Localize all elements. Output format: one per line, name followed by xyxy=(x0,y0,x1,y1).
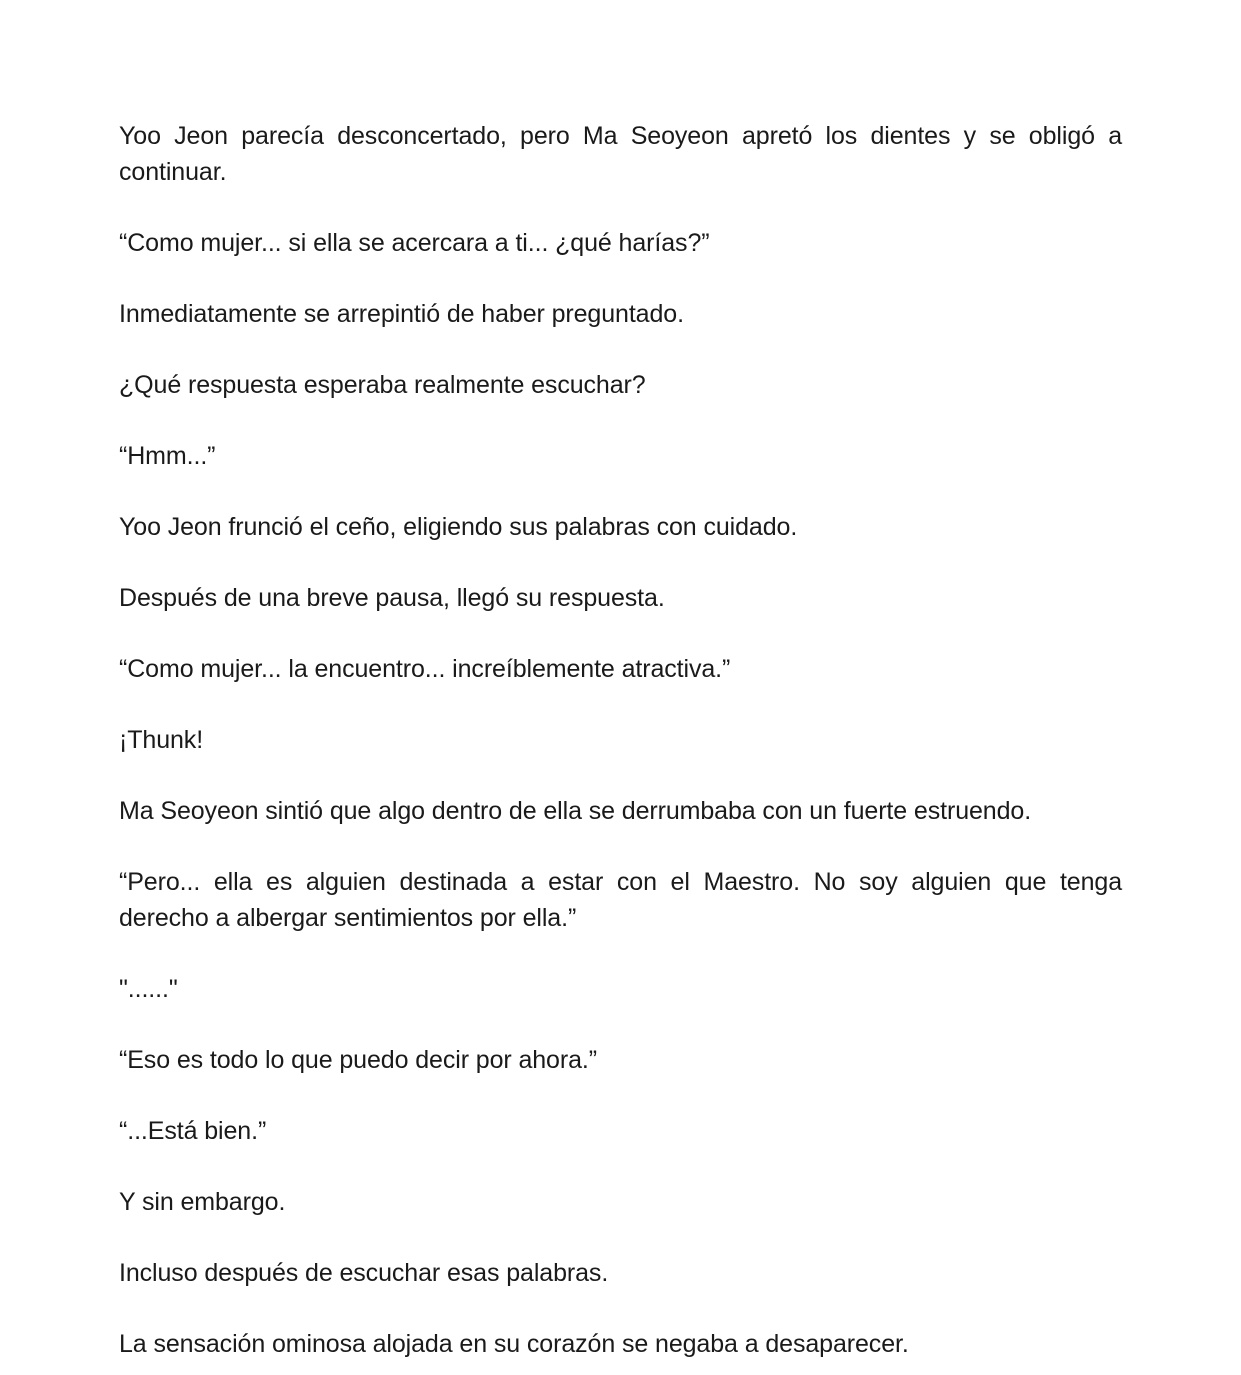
paragraph-8: “Como mujer... la encuentro... increíblemente atractiva.” xyxy=(119,655,731,683)
paragraph-9: ¡Thunk! xyxy=(119,726,204,754)
paragraph-7: Después de una breve pausa, llegó su respuesta. xyxy=(119,584,665,612)
paragraph-10: Ma Seoyeon sintió que algo dentro de ella se derrumbaba con un fuerte estruendo. xyxy=(119,797,1032,825)
paragraph-5: “Hmm...” xyxy=(119,442,216,470)
paragraph-1: Yoo Jeon parecía desconcertado, pero Ma Seoyeon apretó los dientes y se obligó a continuar. xyxy=(119,122,1122,186)
paragraph-16: Incluso después de escuchar esas palabras. xyxy=(119,1259,609,1287)
paragraph-17: La sensación ominosa alojada en su corazón se negaba a desaparecer. xyxy=(119,1330,909,1358)
paragraph-12: "......" xyxy=(119,975,178,1003)
paragraph-11: “Pero... ella es alguien destinada a estar con el Maestro. No soy alguien que tenga derecho a albergar sentimientos por ella.” xyxy=(119,868,1122,932)
paragraph-15: Y sin embargo. xyxy=(119,1188,286,1216)
paragraph-14: “...Está bien.” xyxy=(119,1117,267,1145)
paragraph-3: Inmediatamente se arrepintió de haber preguntado. xyxy=(119,300,684,328)
document-body xyxy=(119,118,1122,1362)
paragraph-6: Yoo Jeon frunció el ceño, eligiendo sus palabras con cuidado. xyxy=(119,513,798,541)
paragraph-13: “Eso es todo lo que puedo decir por ahora.” xyxy=(119,1046,597,1074)
paragraph-2: “Como mujer... si ella se acercara a ti... ¿qué harías?” xyxy=(119,229,710,257)
paragraph-4: ¿Qué respuesta esperaba realmente escuchar? xyxy=(119,371,646,399)
